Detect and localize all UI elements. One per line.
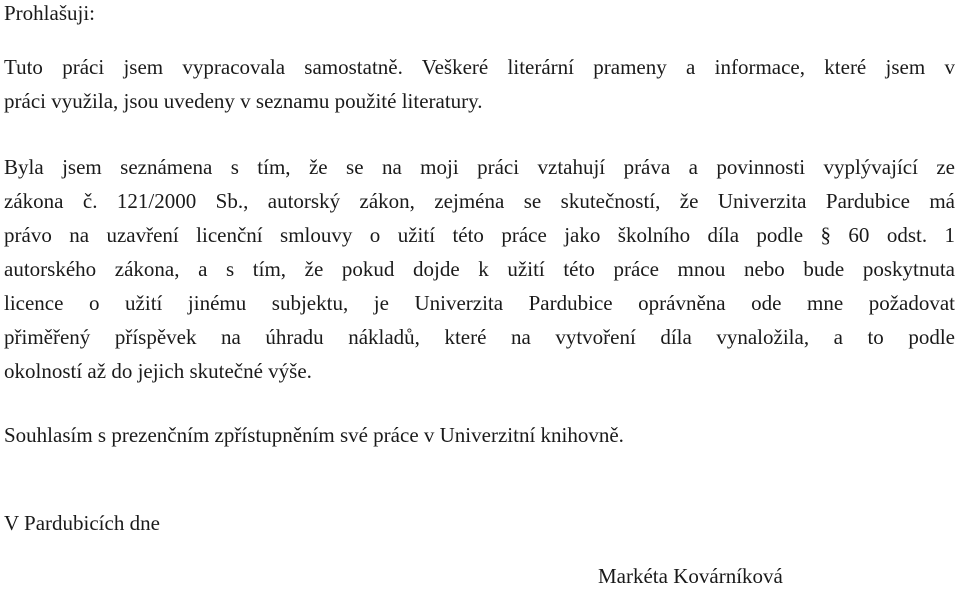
paragraph-2-line-4: autorského zákona, a s tím, že pokud dojde k užití této práce mnou nebo bude poskytnuta	[4, 257, 955, 281]
place-date-line: V Pardubicích dne	[4, 511, 160, 535]
signature-name: Markéta Kovárníková	[598, 564, 783, 588]
paragraph-1-line-2: práci využila, jsou uvedeny v seznamu použité literatury.	[4, 89, 483, 113]
consent-statement: Souhlasím s prezenčním zpřístupněním své práce v Univerzitní knihovně.	[4, 423, 624, 447]
paragraph-2-line-2: zákona č. 121/2000 Sb., autorský zákon, zejména se skutečností, že Univerzita Pardubice má	[4, 189, 955, 213]
paragraph-2-line-7: okolností až do jejich skutečné výše.	[4, 359, 312, 383]
paragraph-2-line-1: Byla jsem seznámena s tím, že se na moji práci vztahují práva a povinnosti vyplývající ze	[4, 155, 955, 179]
page-heading: Prohlašuji:	[4, 1, 96, 25]
paragraph-2-line-5: licence o užití jinému subjektu, je Univerzita Pardubice oprávněna ode mne požadovat	[4, 291, 955, 315]
paragraph-2-line-6: přiměřený příspěvek na úhradu nákladů, které na vytvoření díla vynaložila, a to podle	[4, 325, 955, 349]
paragraph-1-line-1: Tuto práci jsem vypracovala samostatně. Veškeré literární prameny a informace, které jsem v	[4, 55, 955, 79]
paragraph-2-line-3: právo na uzavření licenční smlouvy o užití této práce jako školního díla podle § 60 odst. 1	[4, 223, 955, 247]
